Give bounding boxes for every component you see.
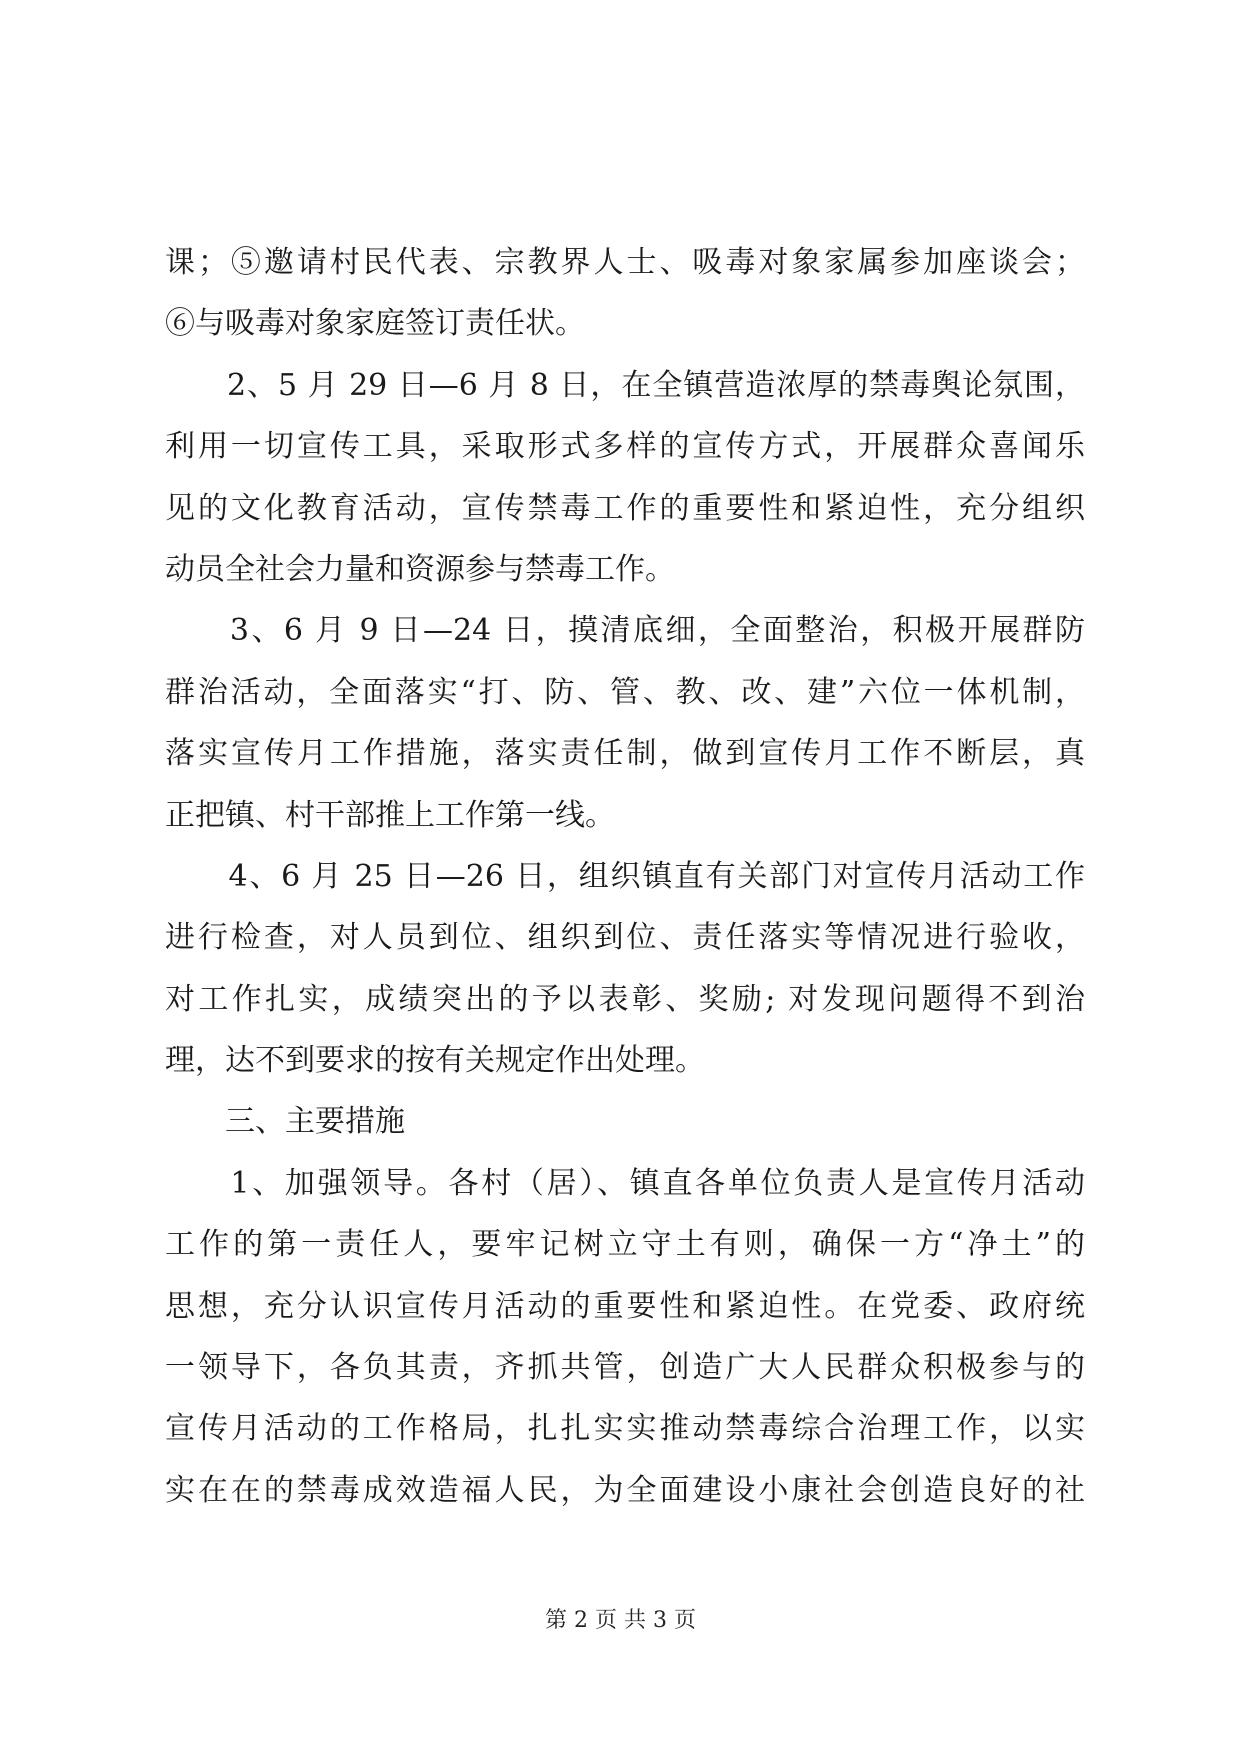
text-line: 一领导下，各负其责，齐抓共管，创造广大人民群众积极参与的 <box>165 1350 1085 1386</box>
text-line: 落实宣传月工作措施，落实责任制，做到宣传月工作不断层，真 <box>165 736 1085 772</box>
text-line: 课；⑤邀请村民代表、宗教界人士、吸毒对象家属参加座谈会； <box>165 245 1085 280</box>
section-heading: 三、主要措施 <box>165 1104 405 1140</box>
text-line: 见的文化教育活动，宣传禁毒工作的重要性和紧迫性，充分组织 <box>165 490 1085 526</box>
text-line: 思想，充分认识宣传月活动的重要性和紧迫性。在党委、政府统 <box>165 1288 1085 1324</box>
text-line: 对工作扎实，成绩突出的予以表彰、奖励; 对发现问题得不到治 <box>165 981 1085 1017</box>
text-line: 群治活动，全面落实“打、防、管、教、改、建”六位一体机制， <box>165 674 1085 710</box>
text-line: ⑥与吸毒对象家庭签订责任状。 <box>165 306 585 342</box>
page-number-footer: 第 2 页 共 3 页 <box>545 1608 696 1633</box>
text-line: 进行检查，对人员到位、组织到位、责任落实等情况进行验收， <box>165 920 1085 956</box>
text-line: 利用一切宣传工具，采取形式多样的宣传方式，开展群众喜闻乐 <box>165 429 1085 465</box>
text-line: 宣传月活动的工作格局，扎扎实实推动禁毒综合治理工作，以实 <box>165 1411 1085 1447</box>
document-body <box>165 232 1085 1521</box>
text-line: 工作的第一责任人，要牢记树立守土有则，确保一方“净土”的 <box>165 1227 1085 1263</box>
text-line: 3、6 月 9 日—24 日，摸清底细，全面整治，积极开展群防 <box>165 613 1085 649</box>
text-line: 理，达不到要求的按有关规定作出处理。 <box>165 1043 705 1079</box>
text-line: 2、5 月 29 日—6 月 8 日，在全镇营造浓厚的禁毒舆论氛围， <box>165 367 1085 403</box>
text-line: 1、加强领导。各村（居）、镇直各单位负责人是宣传月活动 <box>165 1165 1085 1201</box>
text-line: 实在在的禁毒成效造福人民，为全面建设小康社会创造良好的社 <box>165 1472 1085 1508</box>
text-line: 4、6 月 25 日—26 日，组织镇直有关部门对宣传月活动工作 <box>165 858 1085 894</box>
text-line: 动员全社会力量和资源参与禁毒工作。 <box>165 551 675 587</box>
text-line: 正把镇、村干部推上工作第一线。 <box>165 797 615 833</box>
